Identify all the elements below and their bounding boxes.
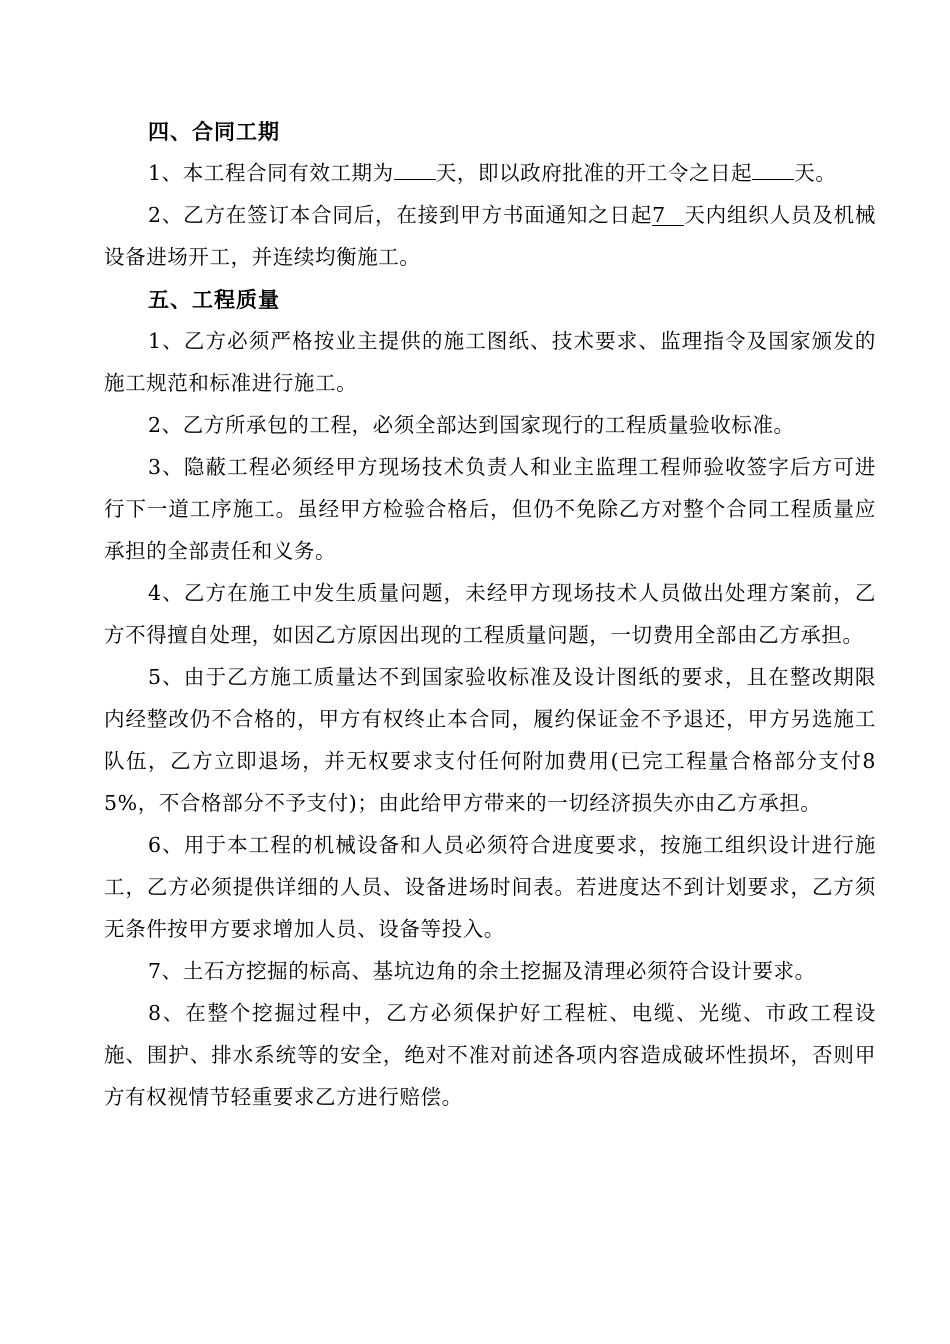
duration-days-blank [394,159,436,180]
clause-4-1-text-a: 1、本工程合同有效工期为 [148,161,394,185]
clause-5-8: 8、在整个挖掘过程中，乙方必须保护好工程桩、电缆、光缆、市政工程设施、围护、排水系统等的安全，绝对不准对前述各项内容造成破坏性损坏，否则甲方有权视情节轻重要求乙方进行赔偿。 [104,1001,876,1109]
start-days-blank [752,159,794,180]
section-heading-contract-period: 四、合同工期 [148,119,280,144]
clause-5-1: 1、乙方必须严格按业主提供的施工图纸、技术要求、监理指令及国家颁发的施工规范和标准进行施工。 [104,329,876,395]
clause-4-2-text-a: 2、乙方在签订本合同后，在接到甲方书面通知之日起 [148,203,653,227]
clause-5-3: 3、隐蔽工程必须经甲方现场技术负责人和业主监理工程师验收签字后方可进行下一道工序施工。虽经甲方检验合格后，但仍不免除乙方对整个合同工程质量应承担的全部责任和义务。 [104,455,876,563]
clause-5-6: 6、用于本工程的机械设备和人员必须符合进度要求，按施工组织设计进行施工，乙方必须提供详细的人员、设备进场时间表。若进度达不到计划要求，乙方须无条件按甲方要求增加人员、设备等投入。 [104,833,876,941]
clause-5-4: 4、乙方在施工中发生质量问题，未经甲方现场技术人员做出处理方案前，乙方不得擅自处理，如因乙方原因出现的工程质量问题，一切费用全部由乙方承担。 [104,581,876,647]
clause-4-1 [104,152,876,194]
clause-5-5: 5、由于乙方施工质量达不到国家验收标准及设计图纸的要求，且在整改期限内经整改仍不合格的，甲方有权终止本合同，履约保证金不予退还，甲方另选施工队伍，乙方立即退场，并无权要求支付任何附加费用(已完工程量合格部分支付85%，不合格部分不予支付)；由此给甲方带来的一切经济损失亦由乙方承担。 [104,665,876,815]
mobilization-days-value: 7 [652,205,684,226]
clause-5-2: 2、乙方所承包的工程，必须全部达到国家现行的工程质量验收标准。 [148,413,795,437]
clause-5-7: 7、土石方挖掘的标高、基坑边角的余土挖掘及清理必须符合设计要求。 [148,959,816,983]
clause-4-2 [104,194,876,278]
document-page [104,112,876,1118]
clause-4-2-text-b: 天内组织人员及机械设备进场开工，并连续均衡施工。 [104,203,876,269]
clause-4-1-text-b: 天，即以政府批准的开工令之日起 [435,161,753,185]
section-heading-quality: 五、工程质量 [148,287,280,312]
clause-4-1-text-c: 天。 [794,161,837,185]
